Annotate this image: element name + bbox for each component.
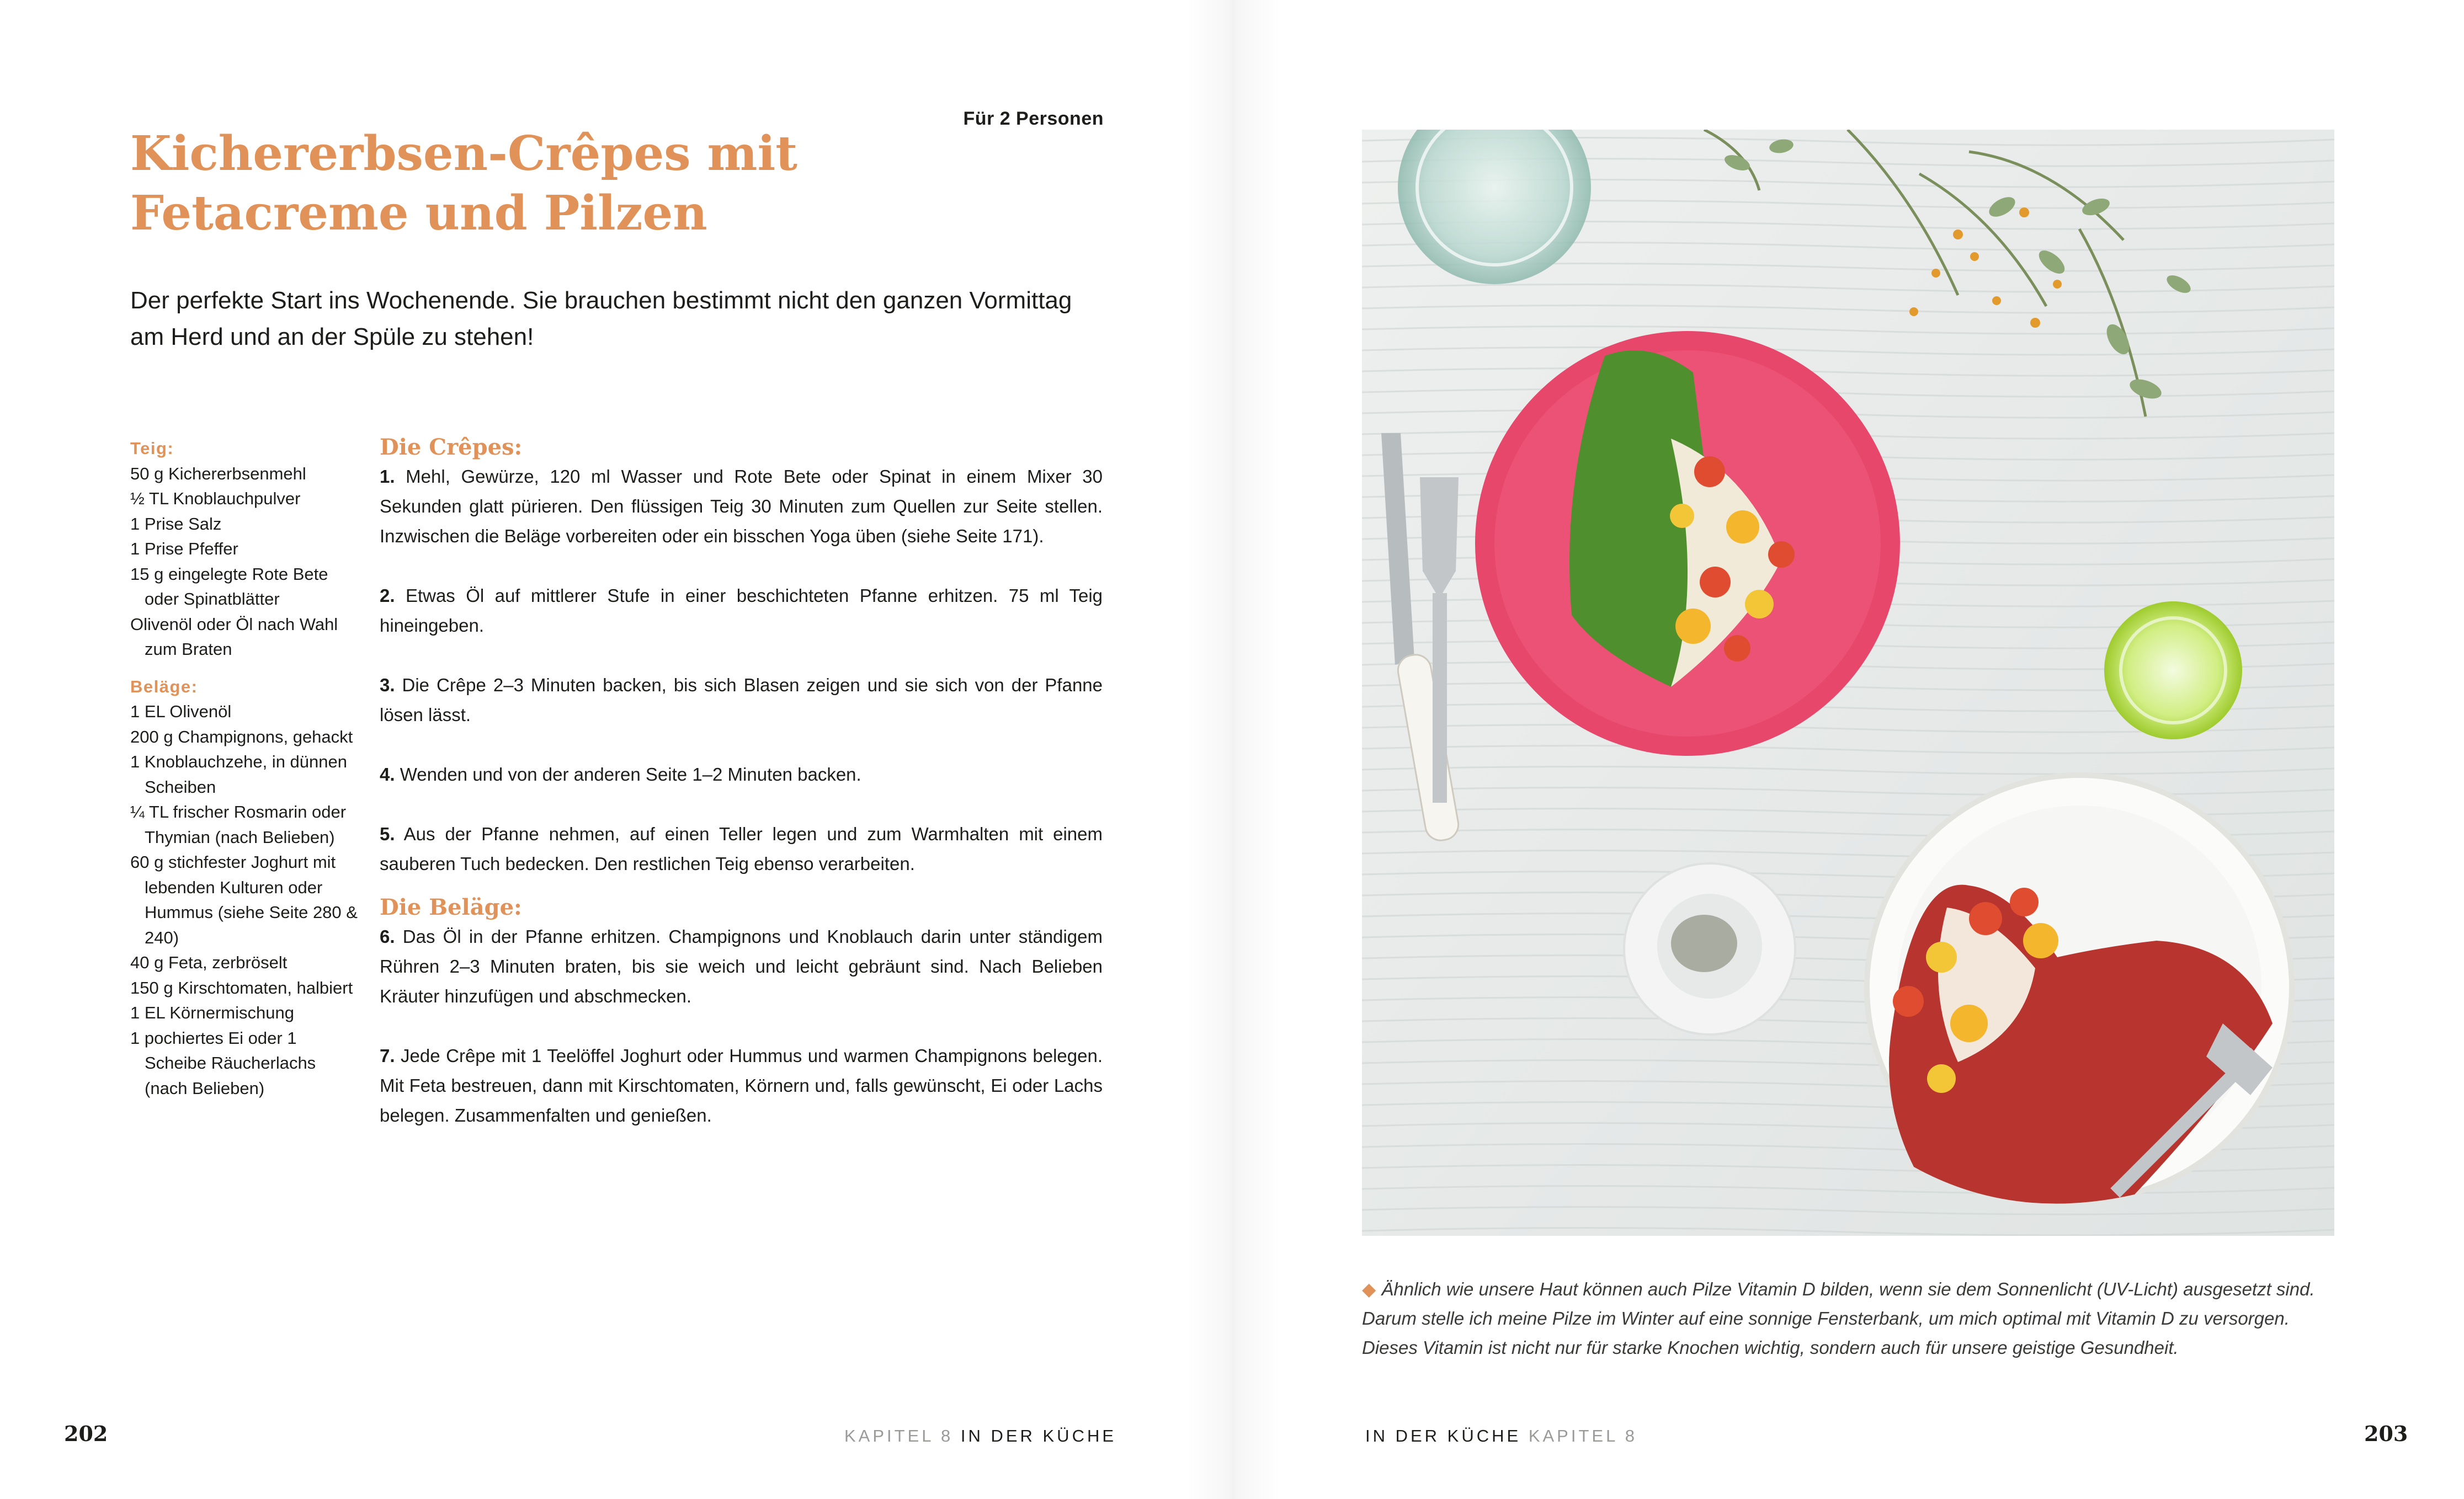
method-step bbox=[380, 462, 1103, 551]
crepes-heading: Die Crêpes: bbox=[380, 434, 523, 460]
method-step bbox=[380, 1041, 1103, 1130]
step-text: Mehl, Gewürze, 120 ml Wasser und Rote Bete oder Spinat in einem Mixer 30 Sekunden glatt pürieren. Den flüssigen Teig 30 Minuten zum Quellen zur Seite stellen. Inzwischen die Beläge vorbereiten oder ein bisschen Yoga üben (siehe Seite 171). bbox=[380, 466, 1103, 546]
method-step bbox=[380, 922, 1103, 1011]
ingredient-item: 15 g eingelegte Rote Bete oder Spinatblätter bbox=[130, 564, 328, 609]
method-column bbox=[380, 433, 1103, 1130]
dough-list bbox=[130, 461, 362, 662]
ingredient-item: 1 Prise Salz bbox=[130, 514, 222, 534]
step-text: Die Crêpe 2–3 Minuten backen, bis sich Blasen zeigen und sie sich von der Pfanne lösen lässt. bbox=[380, 675, 1103, 725]
dough-ingredients bbox=[130, 436, 362, 662]
footer-title: IN DER KÜCHE bbox=[1365, 1426, 1521, 1445]
footer-chapter: KAPITEL 8 bbox=[1528, 1426, 1638, 1445]
page-number-left: 202 bbox=[64, 1421, 108, 1446]
topping-ingredients bbox=[130, 674, 362, 1101]
method-step bbox=[380, 819, 1103, 879]
pepper-bowl-icon bbox=[1624, 863, 1795, 1034]
footer-chapter: KAPITEL 8 bbox=[844, 1426, 954, 1445]
food-photo-illustration bbox=[1362, 130, 2334, 1236]
ingredient-item: 60 g stichfester Joghurt mit lebenden Kulturen oder Hummus (siehe Seite 280 & 240) bbox=[130, 852, 358, 947]
ingredient-item: 1 Knoblauchzehe, in dünnen Scheiben bbox=[130, 752, 347, 797]
recipe-title bbox=[130, 124, 1013, 243]
page-number-right: 203 bbox=[2364, 1421, 2408, 1446]
step-number: 1. bbox=[380, 466, 395, 487]
step-text: Jede Crêpe mit 1 Teelöffel Joghurt oder Hummus und warmen Champignons belegen. Mit Feta bestreuen, dann mit Kirschtomaten, Körnern und, falls gewünscht, Ei oder Lachs belegen. Zusammenfalten und genießen. bbox=[380, 1045, 1103, 1125]
ingredient-item: 1 EL Körnermischung bbox=[130, 1003, 294, 1022]
step-text: Aus der Pfanne nehmen, auf einen Teller legen und zum Warmhalten mit einem sauberen Tuch bedecken. Den restlichen Teig ebenso verarbeiten. bbox=[380, 824, 1103, 874]
ingredient-item: Olivenöl oder Öl nach Wahl zum Braten bbox=[130, 614, 338, 659]
recipe-intro: Der perfekte Start ins Wochenende. Sie brauchen bestimmt nicht den ganzen Vormittag am Herd und an der Spüle zu stehen! bbox=[130, 287, 1072, 350]
caption-text: Ähnlich wie unsere Haut können auch Pilze Vitamin D bilden, wenn sie dem Sonnenlicht (UV-Licht) ausgesetzt sind. Darum stelle ich meine Pilze im Winter auf eine sonnige Fensterbank, um mich optimal mit Vitamin D zu versorgen. Dieses Vitamin ist nicht nur für starke Knochen wichtig, sondern auch für unsere geistige Gesundheit. bbox=[1362, 1279, 2315, 1358]
topping-heading: Beläge: bbox=[130, 676, 198, 696]
method-step bbox=[380, 581, 1103, 641]
step-number: 3. bbox=[380, 675, 395, 695]
green-glass-icon bbox=[2104, 601, 2242, 739]
ingredient-item: ¼ TL frischer Rosmarin oder Thymian (nach Belieben) bbox=[130, 802, 347, 847]
footer-title: IN DER KÜCHE bbox=[960, 1426, 1117, 1445]
title-line-1: Kichererbsen-Crêpes mit bbox=[130, 126, 797, 182]
diamond-bullet-icon: ◆ bbox=[1362, 1279, 1376, 1299]
running-footer-right bbox=[1365, 1426, 1637, 1446]
running-footer-left bbox=[844, 1426, 1116, 1446]
step-number: 4. bbox=[380, 764, 395, 785]
servings-label: Für 2 Personen bbox=[963, 108, 1104, 129]
step-text: Das Öl in der Pfanne erhitzen. Champignons und Knoblauch darin unter ständigem Rühren 2–3 Minuten braten, bis sie weich und leicht gebräunt sind. Nach Belieben Kräuter hinzufügen und abschmecken. bbox=[380, 926, 1103, 1006]
ingredient-item: 200 g Champignons, gehackt bbox=[130, 727, 353, 746]
gutter-shadow bbox=[1186, 0, 1280, 1499]
method-step bbox=[380, 670, 1103, 730]
ingredient-item: 40 g Feta, zerbröselt bbox=[130, 953, 288, 972]
step-number: 5. bbox=[380, 824, 395, 844]
method-step bbox=[380, 760, 1103, 789]
step-text: Etwas Öl auf mittlerer Stufe in einer beschichteten Pfanne erhitzen. 75 ml Teig hineingeben. bbox=[380, 585, 1103, 636]
topping-list bbox=[130, 699, 362, 1101]
ingredients-column bbox=[130, 436, 362, 1101]
ingredient-item: 1 pochiertes Ei oder 1 Scheibe Räucherlachs (nach Belieben) bbox=[130, 1028, 316, 1098]
step-number: 7. bbox=[380, 1045, 395, 1066]
step-number: 6. bbox=[380, 926, 395, 947]
ingredient-item: 50 g Kichererbsenmehl bbox=[130, 463, 306, 483]
title-line-2: Fetacreme und Pilzen bbox=[130, 185, 707, 241]
ingredient-item: ½ TL Knoblauchpulver bbox=[130, 489, 301, 508]
toppings-heading: Die Beläge: bbox=[380, 894, 522, 920]
step-number: 2. bbox=[380, 585, 395, 606]
recipe-photo bbox=[1362, 130, 2334, 1236]
ingredient-item: 1 EL Olivenöl bbox=[130, 702, 232, 721]
photo-caption bbox=[1362, 1274, 2322, 1362]
ingredient-item: 1 Prise Pfeffer bbox=[130, 539, 238, 558]
ingredient-item: 150 g Kirschtomaten, halbiert bbox=[130, 978, 353, 997]
step-text: Wenden und von der anderen Seite 1–2 Minuten backen. bbox=[400, 764, 861, 785]
dough-heading: Teig: bbox=[130, 439, 174, 458]
